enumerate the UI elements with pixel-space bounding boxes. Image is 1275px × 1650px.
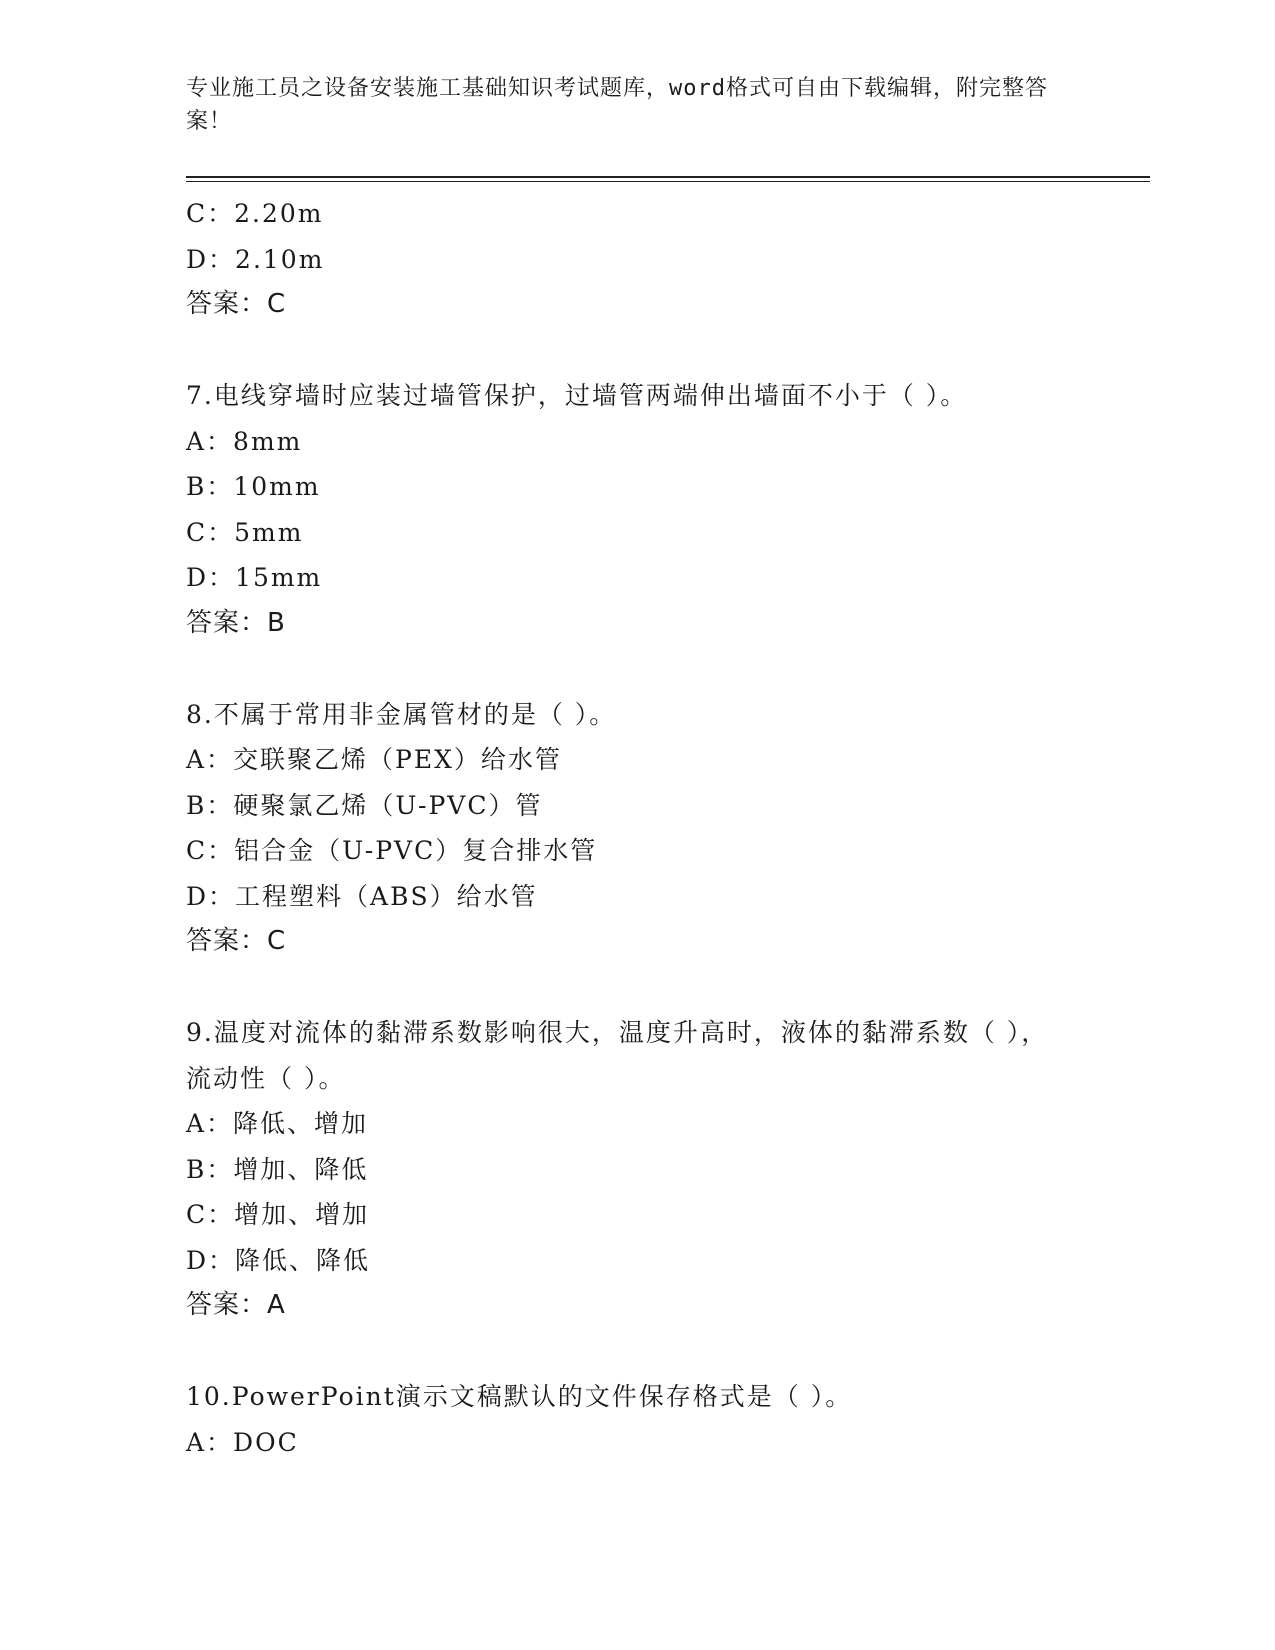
option-b: B：增加、降低 [186,1154,369,1184]
option-c: C：铝合金（U-PVC）复合排水管 [186,836,598,865]
option-d: D：15mm [186,563,323,592]
option-c: C：5mm [186,517,304,547]
option-b: B：10mm [186,472,321,501]
answer-line: 答案：C [186,926,287,956]
option-c: C：增加、增加 [186,1200,370,1229]
spacer [186,328,1086,374]
answer-line: 答案：A [186,1290,286,1320]
question-7-text: 7.电线穿墙时应装过墙管保护，过墙管两端伸出墙面不小于（ ）。 [186,381,968,410]
option-a: A：8mm [186,426,303,456]
option-d: D：降低、降低 [186,1245,371,1275]
question-10-text: 10.PowerPoint演示文稿默认的文件保存格式是（ ）。 [186,1382,853,1411]
option-a: A：交联聚乙烯（PEX）给水管 [186,745,562,774]
header-divider-thin [186,181,1150,182]
question-9-text: 9.温度对流体的黏滞系数影响很大，温度升高时，液体的黏滞系数（ ），流动性（ ）。 [186,1018,1049,1093]
spacer [186,965,1086,1011]
document-header: 专业施工员之设备安装施工基础知识考试题库，word格式可自由下载编辑，附完整答案！ [186,76,1048,134]
answer-line: 答案：B [186,607,286,638]
question-list [186,191,1086,1465]
header-divider-thick [186,176,1150,178]
spacer [186,1329,1086,1375]
option-d: D：工程塑料（ABS）给水管 [186,881,538,911]
option-a: A：DOC [186,1427,299,1457]
spacer [186,646,1086,692]
option-a: A：降低、增加 [186,1109,369,1138]
option-b: B：硬聚氯乙烯（U-PVC）管 [186,790,543,820]
option-d: D：2.10m [186,244,325,274]
question-8-text: 8.不属于常用非金属管材的是（ ）。 [186,699,617,729]
answer-line: 答案：C [186,289,287,319]
option-c: C：2.20m [186,199,324,228]
